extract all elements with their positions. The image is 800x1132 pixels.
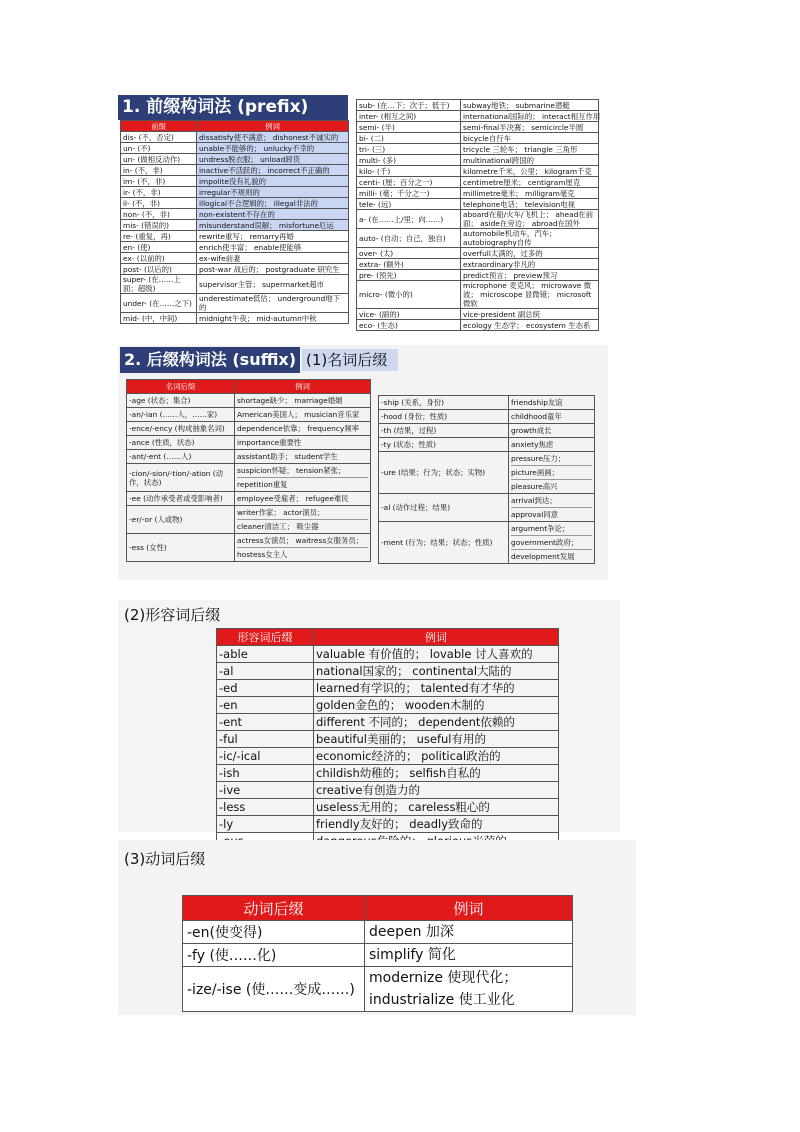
prefix-row xyxy=(357,259,599,270)
verb-suffix-affix: -en(使变得) xyxy=(183,921,365,944)
adj-suffix-examples: valuable 有价值的； lovable 讨人喜欢的 xyxy=(314,646,559,663)
prefix-examples: dissatisfy使不满意； dishonest不诚实的 xyxy=(197,132,349,143)
noun-header-examples: 例词 xyxy=(235,380,371,394)
noun-suffix-example-line: development发展 xyxy=(511,549,592,563)
adj-suffix-row xyxy=(217,765,559,782)
prefix-examples: inactive不活跃的； incorrect不正确的 xyxy=(197,165,349,176)
prefix-affix: vice- (副的) xyxy=(357,309,461,320)
noun-suffix-affix: -ure (结果；行为；状态；实物) xyxy=(379,452,509,494)
noun-suffix-examples xyxy=(509,396,595,410)
prefix-affix: sub- (在…下；次于；低于) xyxy=(357,100,461,111)
prefix-examples: enrich使丰富； enable使能够 xyxy=(197,242,349,253)
noun-suffix-example-line: growth成长 xyxy=(511,426,552,435)
noun-suffix-example-line: friendship友谊 xyxy=(511,398,563,407)
prefix-examples: international国际的； interact相互作用 xyxy=(461,111,599,122)
prefix-row xyxy=(121,165,349,176)
prefix-row xyxy=(357,199,599,210)
prefix-row xyxy=(357,270,599,281)
verb-suffix-panel xyxy=(118,840,636,1015)
adj-suffix-affix: -ent xyxy=(217,714,314,731)
adj-suffix-examples: beautiful美丽的； useful有用的 xyxy=(314,731,559,748)
adj-suffix-row xyxy=(217,697,559,714)
noun-suffix-example-line: writer作家； actor演员； xyxy=(237,508,325,517)
prefix-row xyxy=(357,229,599,248)
prefix-examples: automobile机动车，汽车； autobiography自传 xyxy=(461,229,599,248)
noun-suffix-row xyxy=(127,534,371,562)
adj-suffix-affix: -al xyxy=(217,663,314,680)
noun-suffix-panel xyxy=(118,345,608,580)
prefix-row xyxy=(357,320,599,331)
prefix-affix: tele- (远) xyxy=(357,199,461,210)
prefix-affix: pre- (预先) xyxy=(357,270,461,281)
prefix-examples: millimetre毫米； milligram毫克 xyxy=(461,188,599,199)
prefix-table-left xyxy=(120,120,349,324)
prefix-row xyxy=(357,177,599,188)
prefix-examples: undress脱衣服； unload卸货 xyxy=(197,154,349,165)
adj-suffix-examples: friendly友好的； deadly致命的 xyxy=(314,816,559,833)
prefix-row xyxy=(357,133,599,144)
prefix-affix: mis- (错误的) xyxy=(121,220,197,231)
prefix-row xyxy=(121,176,349,187)
prefix-affix: im- (不，非) xyxy=(121,176,197,187)
noun-suffix-examples xyxy=(235,408,371,422)
prefix-affix: milli- (毫；千分之一) xyxy=(357,188,461,199)
adj-suffix-affix: -en xyxy=(217,697,314,714)
noun-suffix-example-line: importance重要性 xyxy=(237,438,302,447)
prefix-table-right xyxy=(356,99,599,331)
noun-suffix-example-line: American美国人； musician音乐家 xyxy=(237,410,360,419)
noun-suffix-row xyxy=(379,396,595,410)
prefix-affix: micro- (微小的) xyxy=(357,281,461,309)
prefix-row xyxy=(121,154,349,165)
noun-suffix-affix: -ess (女性) xyxy=(127,534,235,562)
noun-suffix-affix: -age (状态；集合) xyxy=(127,394,235,408)
prefix-affix: super- (在……上面；超级) xyxy=(121,275,197,294)
adj-suffix-affix: -ic/-ical xyxy=(217,748,314,765)
noun-suffix-affix: -ty (状态；性质) xyxy=(379,438,509,452)
prefix-affix: bi- (二) xyxy=(357,133,461,144)
prefix-examples: ecology 生态学； ecosystem 生态系 xyxy=(461,320,599,331)
noun-suffix-examples xyxy=(509,452,595,494)
verb-suffix-example-line: industrialize 使工业化 xyxy=(369,992,515,1008)
verb-suffix-examples xyxy=(365,921,573,944)
adj-suffix-affix: -less xyxy=(217,799,314,816)
prefix-row xyxy=(121,132,349,143)
verb-suffix-row xyxy=(183,944,573,967)
noun-suffix-examples xyxy=(509,438,595,452)
verb-header-examples: 例词 xyxy=(365,896,573,921)
prefix-affix: il- (不，非) xyxy=(121,198,197,209)
adj-suffix-row xyxy=(217,714,559,731)
noun-suffix-examples xyxy=(509,410,595,424)
adj-suffix-examples: golden金色的； wooden木制的 xyxy=(314,697,559,714)
prefix-affix: post- (以后的) xyxy=(121,264,197,275)
noun-suffix-example-line: employee受雇者； refugee难民 xyxy=(237,494,349,503)
noun-suffix-example-line: repetition重复 xyxy=(237,477,368,491)
noun-suffix-example-line: actress女演员； waitress女服务员； xyxy=(237,536,364,545)
verb-suffix-examples xyxy=(365,944,573,967)
noun-suffix-row xyxy=(379,522,595,564)
prefix-row xyxy=(357,188,599,199)
prefix-affix: centi- (厘；百分之一) xyxy=(357,177,461,188)
noun-suffix-example-line: approval同意 xyxy=(511,507,592,521)
prefix-affix: non- (不，非) xyxy=(121,209,197,220)
adj-suffix-examples: different 不同的； dependent依赖的 xyxy=(314,714,559,731)
noun-suffix-example-line: childhood童年 xyxy=(511,412,562,421)
adj-suffix-examples: learned有学识的； talented有才华的 xyxy=(314,680,559,697)
adj-suffix-examples: creative有创造力的 xyxy=(314,782,559,799)
adj-header-examples: 例词 xyxy=(314,629,559,646)
noun-suffix-examples xyxy=(235,422,371,436)
noun-suffix-example-line: pleasure高兴 xyxy=(511,479,592,493)
verb-suffix-example-line: modernize 使现代化； xyxy=(369,970,518,986)
prefix-row xyxy=(121,242,349,253)
noun-suffix-affix: -an/-ian (……人，……家) xyxy=(127,408,235,422)
adj-suffix-row xyxy=(217,663,559,680)
adj-suffix-examples: childish幼稚的； selfish自私的 xyxy=(314,765,559,782)
adj-suffix-examples: useless无用的； careless粗心的 xyxy=(314,799,559,816)
noun-suffix-examples xyxy=(235,506,371,534)
noun-suffix-row xyxy=(127,408,371,422)
adj-suffix-examples: economic经济的； political政治的 xyxy=(314,748,559,765)
adj-suffix-affix: -ish xyxy=(217,765,314,782)
noun-suffix-example-line: assistant助手； student学生 xyxy=(237,452,338,461)
adj-suffix-subtitle: (2)形容词后缀 xyxy=(124,606,221,624)
verb-suffix-affix: -ize/-ise (使……变成……) xyxy=(183,967,365,1012)
prefix-affix: multi- (多) xyxy=(357,155,461,166)
prefix-examples: multinational跨国的 xyxy=(461,155,599,166)
noun-suffix-affix: -al (动作过程；结果) xyxy=(379,494,509,522)
noun-suffix-row xyxy=(379,452,595,494)
adj-suffix-affix: -ed xyxy=(217,680,314,697)
adj-suffix-row xyxy=(217,782,559,799)
verb-suffix-example-line: simplify 简化 xyxy=(369,947,456,963)
noun-suffix-example-line: arrival到达； xyxy=(511,496,557,505)
noun-suffix-row xyxy=(127,492,371,506)
noun-suffix-example-line: hostess女主人 xyxy=(237,547,368,561)
prefix-row xyxy=(121,275,349,294)
prefix-affix: en- (使) xyxy=(121,242,197,253)
prefix-examples: impolite没有礼貌的 xyxy=(197,176,349,187)
noun-suffix-example-line: suspicion怀疑； tension紧张； xyxy=(237,466,346,475)
prefix-panel xyxy=(118,95,608,340)
adj-suffix-row xyxy=(217,748,559,765)
prefix-affix: a- (在……上/里；向……) xyxy=(357,210,461,229)
adj-suffix-row xyxy=(217,646,559,663)
noun-suffix-example-line: dependence依靠； frequency频率 xyxy=(237,424,360,433)
prefix-affix: un- (做相反动作) xyxy=(121,154,197,165)
prefix-examples: midnight午夜； mid-autumn中秋 xyxy=(197,313,349,324)
adj-suffix-affix: -ful xyxy=(217,731,314,748)
verb-suffix-example-line: deepen 加深 xyxy=(369,924,454,940)
noun-suffix-examples xyxy=(235,492,371,506)
noun-suffix-examples xyxy=(235,394,371,408)
noun-suffix-affix: -er/-or (人或物) xyxy=(127,506,235,534)
prefix-examples: tricycle 三轮车； triangle 三角形 xyxy=(461,144,599,155)
prefix-examples: ex-wife前妻 xyxy=(197,253,349,264)
prefix-affix: extra- (额外) xyxy=(357,259,461,270)
noun-suffix-affix: -ant/-ent (……人) xyxy=(127,450,235,464)
noun-suffix-subtitle: (1)名词后缀 xyxy=(302,349,398,371)
noun-suffix-example-line: cleaner清洁工； 吸尘器 xyxy=(237,519,368,533)
prefix-row xyxy=(121,187,349,198)
noun-suffix-row xyxy=(127,436,371,450)
prefix-header-examples: 例词 xyxy=(197,121,349,132)
prefix-examples: supervisor主管； supermarket超市 xyxy=(197,275,349,294)
noun-suffix-examples xyxy=(509,424,595,438)
adj-suffix-row xyxy=(217,816,559,833)
prefix-examples: subway地铁； submarine潜艇 xyxy=(461,100,599,111)
prefix-row xyxy=(357,111,599,122)
prefix-examples: aboard在船/火车/飞机上； ahead在前面； aside在旁边； abroad在国外 xyxy=(461,210,599,229)
noun-suffix-row xyxy=(127,464,371,492)
noun-suffix-row xyxy=(127,450,371,464)
noun-suffix-row xyxy=(127,394,371,408)
prefix-row xyxy=(121,198,349,209)
noun-suffix-table-right xyxy=(378,395,595,564)
prefix-row xyxy=(121,220,349,231)
prefix-row xyxy=(121,231,349,242)
prefix-examples: kilometre千米，公里； kilogram千克 xyxy=(461,166,599,177)
prefix-examples: rewrite重写； remarry再婚 xyxy=(197,231,349,242)
verb-suffix-row xyxy=(183,921,573,944)
prefix-affix: under- (在……之下) xyxy=(121,294,197,313)
prefix-row xyxy=(121,209,349,220)
prefix-affix: ir- (不，非) xyxy=(121,187,197,198)
prefix-row xyxy=(121,253,349,264)
noun-suffix-affix: -ment (行为；结果；状态；性质) xyxy=(379,522,509,564)
prefix-title: 1. 前缀构词法 (prefix) xyxy=(118,95,348,120)
noun-suffix-affix: -ance (性质，状态) xyxy=(127,436,235,450)
prefix-affix: ex- (以前的) xyxy=(121,253,197,264)
prefix-examples: post-war 战后的； postgraduate 研究生 xyxy=(197,264,349,275)
prefix-affix: mid- (中，中间) xyxy=(121,313,197,324)
adj-suffix-examples: national国家的； continental大陆的 xyxy=(314,663,559,680)
prefix-examples: microphone 麦克风； microwave 微波； microscope 显微镜； microsoft 微软 xyxy=(461,281,599,309)
prefix-row xyxy=(357,309,599,320)
prefix-row xyxy=(121,294,349,313)
noun-suffix-example-line: argument争论； xyxy=(511,524,570,533)
verb-suffix-table xyxy=(182,895,573,1012)
noun-suffix-affix: -ship (关系，身份) xyxy=(379,396,509,410)
prefix-affix: dis- (不，否定) xyxy=(121,132,197,143)
noun-suffix-affix: -ence/-ency (构成抽象名词) xyxy=(127,422,235,436)
verb-header-affix: 动词后缀 xyxy=(183,896,365,921)
adj-suffix-row xyxy=(217,731,559,748)
verb-suffix-subtitle: (3)动词后缀 xyxy=(124,850,206,868)
prefix-examples: telephone电话； television电视 xyxy=(461,199,599,210)
noun-suffix-example-line: shortage缺少； marriage婚姻 xyxy=(237,396,343,405)
noun-suffix-example-line: government政府； xyxy=(511,535,592,549)
prefix-row xyxy=(121,143,349,154)
noun-suffix-affix: -ee (动作承受者或受影响者) xyxy=(127,492,235,506)
prefix-examples: unable不能够的； unlucky不幸的 xyxy=(197,143,349,154)
noun-suffix-affix: -cion/-sion/-tion/-ation (动作，状态) xyxy=(127,464,235,492)
noun-suffix-affix: -hood (身份；性质) xyxy=(379,410,509,424)
verb-suffix-examples xyxy=(365,967,573,1012)
verb-suffix-row xyxy=(183,967,573,1012)
prefix-affix: auto- (自动；自己，独自) xyxy=(357,229,461,248)
prefix-affix: inter- (相互之间) xyxy=(357,111,461,122)
prefix-examples: irregular不规则的 xyxy=(197,187,349,198)
noun-suffix-row xyxy=(379,410,595,424)
noun-suffix-example-line: picture画画； xyxy=(511,465,592,479)
adj-suffix-row xyxy=(217,680,559,697)
noun-suffix-example-line: anxiety焦虑 xyxy=(511,440,554,449)
noun-suffix-examples xyxy=(235,450,371,464)
prefix-row xyxy=(357,144,599,155)
noun-suffix-row xyxy=(127,506,371,534)
prefix-row xyxy=(357,166,599,177)
prefix-affix: un- (不) xyxy=(121,143,197,154)
prefix-examples: extraordinary非凡的 xyxy=(461,259,599,270)
adj-header-affix: 形容词后缀 xyxy=(217,629,314,646)
adj-suffix-row xyxy=(217,799,559,816)
prefix-examples: bicycle自行车 xyxy=(461,133,599,144)
verb-suffix-affix: -fy (使……化) xyxy=(183,944,365,967)
adj-suffix-affix: -ive xyxy=(217,782,314,799)
prefix-row xyxy=(357,281,599,309)
noun-suffix-examples xyxy=(509,522,595,564)
prefix-examples: centimetre厘米； centigram厘克 xyxy=(461,177,599,188)
prefix-row xyxy=(357,122,599,133)
noun-suffix-row xyxy=(379,424,595,438)
noun-suffix-row xyxy=(379,438,595,452)
noun-suffix-example-line: pressure压力； xyxy=(511,454,566,463)
prefix-examples: non-existent不存在的 xyxy=(197,209,349,220)
prefix-affix: over- (太) xyxy=(357,248,461,259)
adj-suffix-panel xyxy=(118,600,620,832)
prefix-examples: overfull太满的，过多的 xyxy=(461,248,599,259)
noun-suffix-examples xyxy=(235,464,371,492)
prefix-affix: kilo- (千) xyxy=(357,166,461,177)
prefix-row xyxy=(357,210,599,229)
prefix-examples: predict预言； preview预习 xyxy=(461,270,599,281)
noun-suffix-examples xyxy=(235,534,371,562)
noun-suffix-examples xyxy=(509,494,595,522)
prefix-row xyxy=(357,155,599,166)
prefix-affix: semi- (半) xyxy=(357,122,461,133)
noun-suffix-examples xyxy=(235,436,371,450)
prefix-examples: semi-final半决赛； semicircle半圆 xyxy=(461,122,599,133)
prefix-examples: underestimate低估； underground地下的 xyxy=(197,294,349,313)
prefix-header-affix: 前缀 xyxy=(121,121,197,132)
prefix-examples: misunderstand误解； misfortune厄运 xyxy=(197,220,349,231)
prefix-examples: vice-president 副总统 xyxy=(461,309,599,320)
prefix-row xyxy=(357,248,599,259)
prefix-examples: illogical不合逻辑的； illegal非法的 xyxy=(197,198,349,209)
prefix-affix: re- (重复，再) xyxy=(121,231,197,242)
prefix-row xyxy=(357,100,599,111)
suffix-title: 2. 后缀构词法 (suffix) xyxy=(120,347,300,373)
prefix-affix: tri- (三) xyxy=(357,144,461,155)
adj-suffix-affix: -able xyxy=(217,646,314,663)
noun-suffix-row xyxy=(379,494,595,522)
prefix-affix: in- (不，非) xyxy=(121,165,197,176)
noun-suffix-table-left xyxy=(126,379,371,562)
noun-suffix-row xyxy=(127,422,371,436)
prefix-affix: eco- (生态) xyxy=(357,320,461,331)
prefix-row xyxy=(121,313,349,324)
noun-header-affix: 名词后缀 xyxy=(127,380,235,394)
noun-suffix-affix: -th (结果，过程) xyxy=(379,424,509,438)
adj-suffix-affix: -ly xyxy=(217,816,314,833)
prefix-row xyxy=(121,264,349,275)
